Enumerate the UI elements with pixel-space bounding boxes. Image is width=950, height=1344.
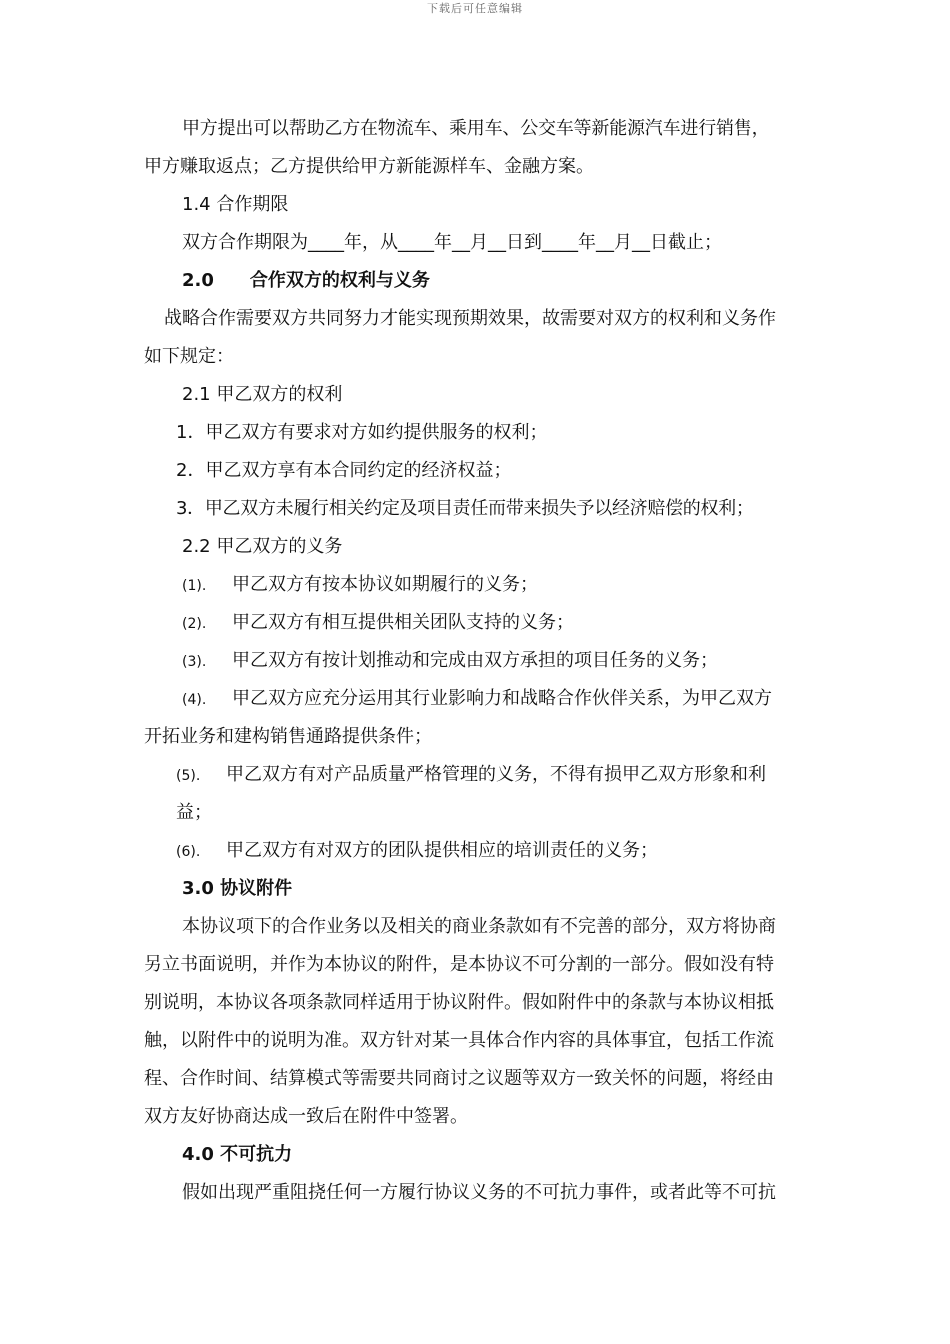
body-line: 本协议项下的合作业务以及相关的商业条款如有不完善的部分，双方将协商 (182, 916, 776, 937)
header-note: 下载后可任意编辑 (427, 2, 523, 15)
item-label: (2). (182, 616, 207, 632)
body-line: 战略合作需要双方共同努力才能实现预期效果，故需要对双方的权利和义务作 (164, 308, 776, 329)
section-heading: 4.0 不可抗力 (182, 1144, 293, 1165)
list-item: 甲乙双方有对双方的团队提供相应的培训责任的义务； (226, 840, 658, 861)
body-line: 双方友好协商达成一致后在附件中签署。 (144, 1106, 468, 1127)
section-heading: 2.2 甲乙双方的义务 (182, 536, 343, 557)
body-line: 程、合作时间、结算模式等需要共同商讨之议题等双方一致关怀的问题，将经由 (144, 1068, 774, 1089)
list-item: 2．甲乙双方享有本合同约定的经济权益； (176, 460, 512, 481)
list-item: 甲乙双方有相互提供相关团队支持的义务； (232, 612, 574, 633)
list-item: 3．甲乙双方未履行相关约定及项目责任而带来损失予以经济赔偿的权利； (176, 498, 754, 519)
body-line: 甲方提出可以帮助乙方在物流车、乘用车、公交车等新能源汽车进行销售， (182, 118, 770, 139)
list-item-continuation: 益； (176, 802, 212, 823)
section-heading: 3.0 协议附件 (182, 878, 293, 899)
item-label: (1). (182, 578, 207, 594)
body-line: 如下规定： (144, 346, 234, 367)
item-label: (6). (176, 844, 201, 860)
list-item: 1．甲乙双方有要求对方如约提供服务的权利； (176, 422, 548, 443)
list-item-continuation: 开拓业务和建构销售通路提供条件； (144, 726, 432, 747)
list-item: 甲乙双方有按计划推动和完成由双方承担的项目任务的义务； (232, 650, 718, 671)
body-line: 假如出现严重阻挠任何一方履行协议义务的不可抗力事件，或者此等不可抗 (182, 1182, 776, 1203)
item-label: (3). (182, 654, 207, 670)
list-item: 甲乙双方有按本协议如期履行的义务； (232, 574, 538, 595)
section-heading: 1.4 合作期限 (182, 194, 289, 215)
section-heading: 2.1 甲乙双方的权利 (182, 384, 343, 405)
section-heading: 2.0 合作双方的权利与义务 (182, 270, 430, 291)
body-line: 另立书面说明，并作为本协议的附件，是本协议不可分割的一部分。假如没有特 (144, 954, 774, 975)
body-line: 别说明，本协议各项条款同样适用于协议附件。假如附件中的条款与本协议相抵 (144, 992, 774, 1013)
list-item: 甲乙双方应充分运用其行业影响力和战略合作伙伴关系，为甲乙双方 (232, 688, 772, 709)
item-label: (4). (182, 692, 207, 708)
body-line: 甲方赚取返点；乙方提供给甲方新能源样车、金融方案。 (144, 156, 594, 177)
body-line: 双方合作期限为____年，从____年__月__日到____年__月__日截止； (182, 232, 722, 253)
item-label: (5). (176, 768, 201, 784)
body-line: 触，以附件中的说明为准。双方针对某一具体合作内容的具体事宜，包括工作流 (144, 1030, 774, 1051)
list-item: 甲乙双方有对产品质量严格管理的义务，不得有损甲乙双方形象和利 (226, 764, 766, 785)
